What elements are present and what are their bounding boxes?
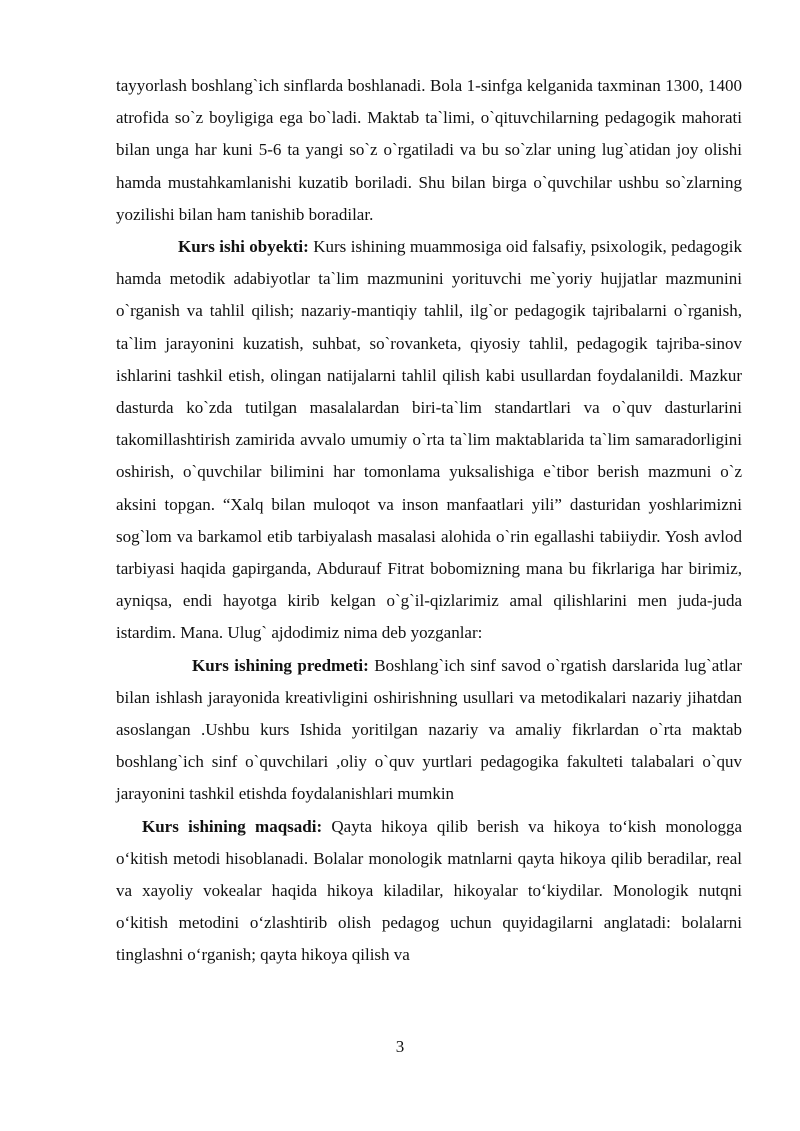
heading-goal: Kurs ishining maqsadi: (142, 816, 323, 836)
paragraph-goal-text: Qayta hikoya qilib berish va hikoya to‘kish monologga o‘kitish metodi hisoblanadi. Bolalar monologik matnlarni qayta hikoya qilib beradilar, real va xayoliy vokealar haqida hikoya kiladilar, hikoyalar to‘kiydilar. Monologik nutqni o‘kitish metodini o‘zlashtirib olish pedagog uchun quyidagilarni anglatadi: bolalarni tinglashni o‘rganish; qayta hikoya qilish va (116, 816, 742, 965)
heading-subject: Kurs ishining predmeti: (192, 655, 369, 675)
document-page (116, 70, 742, 972)
paragraph-subject (116, 650, 742, 811)
paragraph-goal (116, 811, 742, 972)
paragraph-subject-text: Boshlang`ich sinf savod o`rgatish darslarida lug`atlar bilan ishlash jarayonida kreativligini oshirishning usullari va metodikalari nazariy jihatdan asoslangan .Ushbu kurs Ishida yoritilgan nazariy va amaliy fikrlardan o`rta maktab boshlang`ich sinf o`quvchilari ,oliy o`quv yurtlari pedagogika fakulteti talabalari o`quv jarayonini tashkil etishda foydalanishlari mumkin (116, 655, 742, 804)
heading-object: Kurs ishi obyekti: (178, 237, 309, 257)
paragraph-intro (116, 70, 742, 231)
paragraph-object (116, 231, 742, 650)
paragraph-object-text: Kurs ishining muammosiga oid falsafiy, psixologik, pedagogik hamda metodik adabiyotlar ta`lim mazmunini yorituvchi me`yoriy hujjatlar mazmunini o`rganish va tahlil qilish; nazariy-mantiqiy tahlil, ilg`or pedagogik tajribalarni o`rganish, ta`lim jarayonini kuzatish, suhbat, so`rovanketa, qiyosiy tahlil, pedagogik tajriba-sinov ishlarini tashkil etish, olingan natijalarni tahlil qilish kabi usullardan foydalanildi. Mazkur dasturda ko`zda tutilgan masalalardan biri-ta`lim standartlari va o`quv dasturlarini takomillashtirish zamirida avvalo umumiy o`rta ta`lim maktablarida ta`lim samaradorligini oshirish, o`quvchilar bilimini har tomonlama yuksalishiga e`tibor berish mazmuni o`z aksini topgan. “Xalq bilan muloqot va inson manfaatlari yili” dasturidan yoshlarimizni sog`lom va barkamol etib tarbiyalash masalasi alohida o`rin egallashi tabiiydir. Yosh avlod tarbiyasi haqida gapirganda, Abdurauf Fitrat bobomizning mana bu fikrlariga har birimiz, ayniqsa, endi hayotga kirib kelgan o`g`il-qizlarimiz amal qilishlarini men juda-juda istardim. Mana. Ulug` ajdodimiz nima deb yozganlar: (116, 237, 742, 643)
page-number: 3 (395, 1037, 405, 1056)
paragraph-intro-text: tayyorlash boshlang`ich sinflarda boshlanadi. Bola 1-sinfga kelganida taxminan 1300, 1400 atrofida so`z boyligiga ega bo`ladi. Maktab ta`limi, o`qituvchilarning pedagogik mahorati bilan unga har kuni 5-6 ta yangi so`z o`rgatiladi va bu so`zlar uning lug`atidan joy olishi hamda mustahkamlanishi kuzatib boriladi. Shu bilan birga o`quvchilar ushbu so`zlarning yozilishi bilan ham tanishib boradilar. (116, 76, 742, 224)
